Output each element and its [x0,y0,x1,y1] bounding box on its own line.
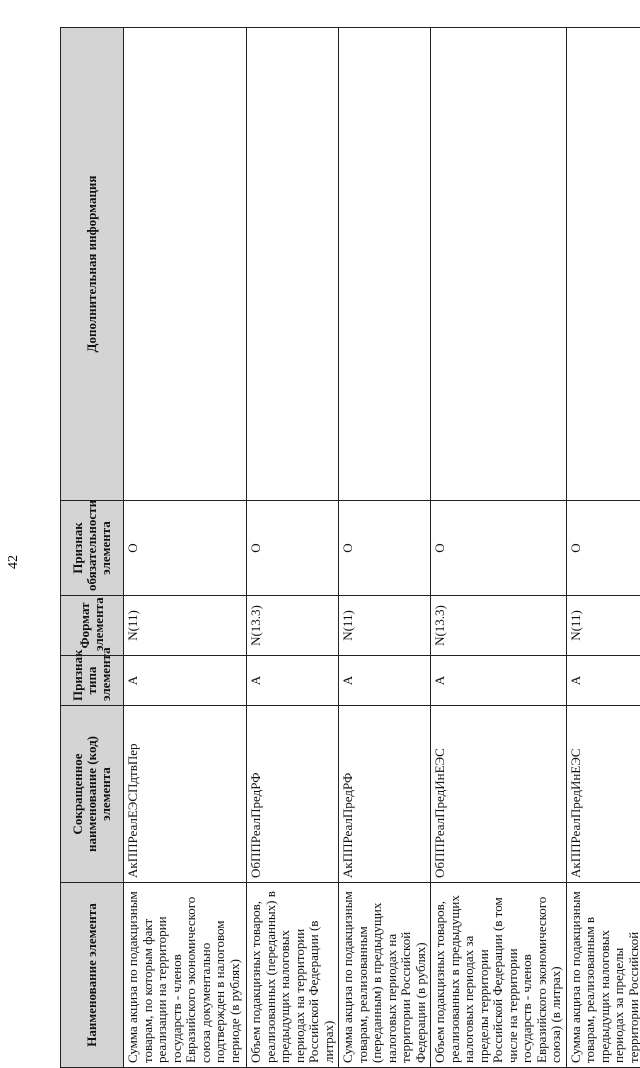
cell-code: ОбППРеалПредИнЕЭС [431,706,567,883]
cell-required: О [339,501,431,596]
table-header-row [61,28,124,1068]
table-row [247,28,339,1068]
cell-code: АкППРеалПредИнЕЭС [566,706,640,883]
cell-code: АкППРеалЕЭСПдтвПер [124,706,247,883]
cell-format: N(11) [566,596,640,656]
cell-type: А [566,656,640,706]
header-type: Признак типа элемента [61,656,124,706]
table-row [124,28,247,1068]
rotated-table-frame [6,28,640,1068]
cell-format: N(11) [124,596,247,656]
cell-required: О [124,501,247,596]
cell-type: А [124,656,247,706]
cell-code: ОбППРеалПредРФ [247,706,339,883]
cell-code: АкППРеалПредРФ [339,706,431,883]
header-format: Формат элемента [61,596,124,656]
cell-info [339,28,431,501]
cell-info [247,28,339,501]
cell-type: А [247,656,339,706]
cell-name: Сумма акциза по подакцизным товарам, реализованным в предыдущих налоговых периодах за пределы территории Российской [566,883,640,1068]
cell-info [124,28,247,501]
table-row [431,28,567,1068]
cell-required: О [247,501,339,596]
cell-info [431,28,567,501]
header-code: Сокращенное наименование (код) элемента [61,706,124,883]
cell-format: N(13.3) [431,596,567,656]
cell-info [566,28,640,501]
cell-name: Сумма акциза по подакцизным товарам, реализованным (переданным) в предыдущих налоговых периодах на территории Российской Федерации (в рублях) [339,883,431,1068]
cell-name: Объем подакцизных товаров, реализованных в предыдущих налоговых периодах за пределы территории Российской Федерации (в том числе на территории государств - членов Евразийского экономического союза) (в литрах) [431,883,567,1068]
cell-required: О [566,501,640,596]
header-info: Дополнительная информация [61,28,124,501]
header-name: Наименование элемента [61,883,124,1068]
cell-format: N(11) [339,596,431,656]
header-required: Признак обязательности элемента [61,501,124,596]
cell-name: Объем подакцизных товаров, реализованных (переданных) в предыдущих налоговых периодах на территории Российской Федерации (в литрах) [247,883,339,1068]
cell-required: О [431,501,567,596]
elements-table [60,27,640,1068]
cell-format: N(13.3) [247,596,339,656]
cell-name: Сумма акциза по подакцизным товарам, по которым факт реализации на территории государств - членов Евразийского экономического союза документально подтвержден в налоговом периоде (в рублях) [124,883,247,1068]
table-row [339,28,431,1068]
cell-type: А [339,656,431,706]
table-row [566,28,640,1068]
page-number: 42 [6,555,21,569]
cell-type: А [431,656,567,706]
